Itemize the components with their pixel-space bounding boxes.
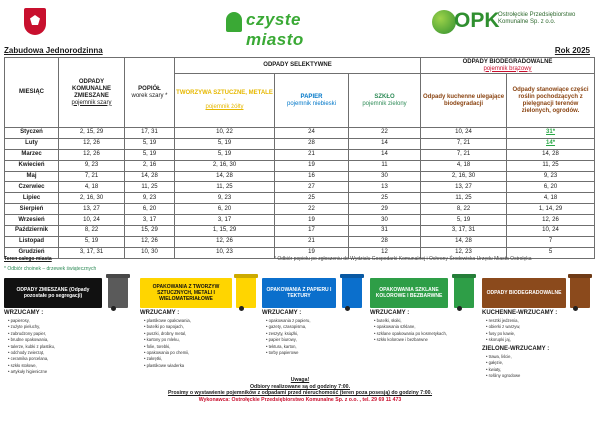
cell-mixed: 9, 23	[59, 160, 125, 171]
list-item: • odchody zwierząt,	[8, 350, 55, 356]
header-glass	[349, 74, 421, 128]
cell-ash: 5, 19	[125, 138, 175, 149]
list-item: • szkło stołowe,	[8, 363, 55, 369]
header-glass-label: SZKŁO	[374, 93, 395, 100]
header-selective: ODPADY SELEKTYWNE	[175, 58, 421, 74]
cell-month: Październik	[5, 226, 59, 237]
category-glass-head: WRZUCAMY :	[370, 310, 410, 316]
cell-paper: 19	[275, 160, 349, 171]
header-bio-label: ODPADY BIODEGRADOWALNE	[462, 58, 553, 65]
cell-mixed: 4, 18	[59, 182, 125, 193]
cell-paper: 16	[275, 171, 349, 182]
leaf-icon	[226, 12, 242, 32]
list-item: • resztki jedzenia,	[486, 318, 520, 324]
list-item: • opakowania z papieru,	[266, 318, 311, 324]
category-mixed-head: WRZUCAMY :	[4, 310, 44, 316]
cell-kitchen: 7, 21	[421, 149, 507, 160]
cell-mixed: 2, 16, 30	[59, 193, 125, 204]
title-row	[4, 46, 592, 57]
cell-glass: 14	[349, 138, 421, 149]
cell-garden: 14*	[507, 138, 595, 149]
notice-line-bins: Prosimy o wystawienie pojemników z odpadami przed nieruchomość (teren poza posesją) do godziny 7:00.	[167, 390, 433, 397]
category-bio-head: KUCHENNE-WRZUCAMY :	[482, 310, 558, 316]
cell-glass: 30	[349, 171, 421, 182]
cell-plastic: 2, 16, 30	[175, 160, 275, 171]
cell-month: Wrzesień	[5, 215, 59, 226]
cell-kitchen: 8, 22	[421, 204, 507, 215]
list-item: • skorupki jaj,	[486, 337, 520, 343]
header-ash-sub: worek szary *	[131, 92, 168, 99]
cell-month: Grudzień	[5, 247, 59, 258]
list-item: • szklane opakowania po kosmetykach,	[374, 331, 447, 337]
cell-ash: 12, 26	[125, 236, 175, 247]
cell-garden: 4, 18	[507, 193, 595, 204]
cell-plastic: 1, 15, 29	[175, 226, 275, 237]
category-plastic-list	[144, 318, 191, 369]
cell-paper: 21	[275, 149, 349, 160]
cell-paper: 24	[275, 128, 349, 139]
cell-ash: 14, 28	[125, 171, 175, 182]
table-row	[5, 128, 595, 139]
cell-garden: 12, 26	[507, 215, 595, 226]
notice-line-contractor: Wykonawca: Ostrołęckie Przedsiębiorstwo Komunalne Sp. z o.o. , tel. 29 69 11 473	[198, 396, 402, 403]
cell-plastic: 3, 17	[175, 215, 275, 226]
list-item: • gałęzie,	[486, 360, 520, 366]
header-mixed	[59, 58, 125, 128]
category-bio-green-head: ZIELONE-WRZUCAMY :	[482, 346, 550, 352]
table-row	[5, 138, 595, 149]
cell-paper: 27	[275, 182, 349, 193]
cell-ash: 10, 30	[125, 247, 175, 258]
list-item: • kwiaty,	[486, 367, 520, 373]
cell-ash: 11, 25	[125, 182, 175, 193]
cell-kitchen: 2, 16, 30	[421, 171, 507, 182]
cell-glass: 13	[349, 182, 421, 193]
cell-garden: 6, 20	[507, 182, 595, 193]
list-item: • opakowania po chemii,	[144, 350, 191, 356]
cell-month: Czerwiec	[5, 182, 59, 193]
cell-month: Sierpień	[5, 204, 59, 215]
table-row	[5, 149, 595, 160]
list-item: • plastikowe wiaderka	[144, 363, 191, 369]
cell-ash: 9, 23	[125, 193, 175, 204]
list-item: • ceramika porcelana,	[8, 356, 55, 362]
cell-kitchen: 14, 28	[421, 236, 507, 247]
list-item: • torby papierowe	[266, 350, 311, 356]
cell-kitchen: 12, 23	[421, 247, 507, 258]
yellow-bin-icon	[236, 276, 256, 308]
table-row	[5, 182, 595, 193]
cell-ash: 2, 16	[125, 160, 175, 171]
cell-kitchen: 5, 19	[421, 215, 507, 226]
cell-mixed: 3, 17, 31	[59, 247, 125, 258]
cell-kitchen: 10, 24	[421, 128, 507, 139]
cell-mixed: 2, 15, 29	[59, 128, 125, 139]
list-item: • puszki, drobny metal,	[144, 331, 191, 337]
cell-glass: 11	[349, 160, 421, 171]
header-plastic-label: TWORZYWA SZTUCZNE, METALE -	[176, 90, 273, 103]
cell-month: Lipiec	[5, 193, 59, 204]
cell-month: Marzec	[5, 149, 59, 160]
list-item: • kartony po mleku,	[144, 337, 191, 343]
cell-glass: 28	[349, 236, 421, 247]
category-paper-list	[266, 318, 311, 356]
cell-paper: 25	[275, 193, 349, 204]
header-mixed-label: ODPADY KOMUNALNE ZMIESZANE	[72, 78, 111, 99]
cell-month: Styczeń	[5, 128, 59, 139]
gray-bin-icon	[108, 276, 128, 308]
header-ash	[125, 58, 175, 128]
header-paper-label: PAPIER	[300, 93, 323, 100]
cell-garden: 1, 14, 29	[507, 204, 595, 215]
opk-circle-icon	[432, 10, 456, 34]
table-row	[5, 204, 595, 215]
cell-glass: 31	[349, 226, 421, 237]
cell-ash: 15, 29	[125, 226, 175, 237]
list-item: • talerze, kubki z plastiku,	[8, 344, 55, 350]
cell-paper: 19	[275, 215, 349, 226]
cell-mixed: 8, 22	[59, 226, 125, 237]
cell-kitchen: 11, 25	[421, 193, 507, 204]
table-row	[5, 160, 595, 171]
footnote-ash: * Odbiór popiołu po zgłoszeniu do Wydziału Gospodarki Komunalnej i Ochrony Środowiska Urzędu Miasta Ostrołęka	[274, 256, 532, 262]
cell-plastic: 5, 19	[175, 149, 275, 160]
list-item: • papier biurowy,	[266, 337, 311, 343]
cell-glass: 12	[349, 247, 421, 258]
list-item: • zabrudzony papier,	[8, 331, 55, 337]
header-paper-sub: pojemnik niebieski	[286, 100, 337, 107]
table-row	[5, 171, 595, 182]
opk-company-name: Ostrołęckie Przedsiębiorstwo Komunalne Sp. z o.o.	[498, 12, 576, 25]
logo-word: czyste miasto	[246, 10, 304, 49]
cell-garden: 9, 23	[507, 171, 595, 182]
list-item: • artykuły higieniczne	[8, 369, 55, 375]
cell-ash: 3, 17	[125, 215, 175, 226]
footnote-christmas-trees: * Odbiór choinek – drzewek świątecznych	[4, 266, 97, 272]
notice-block	[90, 377, 510, 403]
cell-ash: 5, 19	[125, 149, 175, 160]
schedule-table	[4, 57, 595, 259]
header-ash-label: POPIÓŁ	[138, 85, 161, 92]
page-title: Zabudowa Jednorodzinna	[4, 46, 103, 55]
category-bio-box: ODPADY BIODEGRADOWALNE	[482, 278, 566, 308]
cell-paper: 19	[275, 247, 349, 258]
notice-line-hours: Odbiory realizowane są od godziny 7:00.	[249, 383, 351, 390]
header-plastic	[175, 74, 275, 128]
cell-ash: 6, 20	[125, 204, 175, 215]
cell-ash: 17, 31	[125, 128, 175, 139]
list-item: • opakowania szklane,	[374, 324, 447, 330]
header-mixed-sub: pojemnik szary	[71, 99, 112, 106]
category-mixed-list	[8, 318, 55, 376]
cell-paper: 17	[275, 226, 349, 237]
cell-plastic: 9, 23	[175, 193, 275, 204]
cell-plastic: 12, 26	[175, 236, 275, 247]
header-garden: Odpady stanowiące części roślin pochodzących z pielęgnacji terenów zielonych, ogrodów.	[507, 74, 595, 128]
header-paper	[275, 74, 349, 128]
header-bio-sub: pojemnik brązowy	[483, 65, 532, 72]
year-label: Rok 2025	[554, 46, 590, 55]
cell-kitchen: 7, 21	[421, 138, 507, 149]
category-paper-head: WRZUCAMY :	[262, 310, 302, 316]
list-item: • butelki, słoiki,	[374, 318, 447, 324]
cell-mixed: 13, 27	[59, 204, 125, 215]
cell-plastic: 14, 28	[175, 171, 275, 182]
brown-bin-icon	[570, 276, 590, 308]
cell-paper: 21	[275, 236, 349, 247]
cell-garden: 11, 25	[507, 160, 595, 171]
cell-mixed: 12, 26	[59, 138, 125, 149]
blue-bin-icon	[342, 276, 362, 308]
category-glass-list	[374, 318, 447, 344]
list-item: • obierki z warzyw,	[486, 324, 520, 330]
header	[0, 0, 600, 49]
category-plastic-box: OPAKOWANIA Z TWORZYW SZTUCZNYCH, METALI I WIELOMATERIAŁOWE	[140, 278, 232, 308]
cell-kitchen: 4, 18	[421, 160, 507, 171]
header-glass-sub: pojemnik zielony	[362, 100, 407, 107]
czyste-miasto-logo	[226, 10, 336, 49]
header-month: MIESIĄC	[5, 58, 59, 128]
list-item: • zużyte pieluchy,	[8, 324, 55, 330]
category-mixed-box: ODPADY ZMIESZANE (Odpady pozostałe po segregacji)	[4, 278, 102, 308]
cell-plastic: 10, 22	[175, 128, 275, 139]
footnote-row	[4, 256, 594, 264]
city-crest-icon	[24, 8, 46, 35]
table-row	[5, 236, 595, 247]
table-row	[5, 226, 595, 237]
cell-garden: 5	[507, 247, 595, 258]
schedule-body	[5, 128, 595, 259]
cell-mixed: 5, 19	[59, 236, 125, 247]
list-item: • plastikowe opakowania,	[144, 318, 191, 324]
cell-mixed: 12, 26	[59, 149, 125, 160]
cell-paper: 22	[275, 204, 349, 215]
cell-paper: 28	[275, 138, 349, 149]
header-bio	[421, 58, 595, 74]
footnote-city: Teren całego miasta	[4, 256, 52, 262]
cell-glass: 29	[349, 204, 421, 215]
list-item: • gazety, czasopisma,	[266, 324, 311, 330]
list-item: • zeszyty, książki,	[266, 331, 311, 337]
category-plastic-head: WRZUCAMY :	[140, 310, 180, 316]
cell-plastic: 10, 23	[175, 247, 275, 258]
cell-glass: 30	[349, 215, 421, 226]
cell-kitchen: 3, 17, 31	[421, 226, 507, 237]
cell-month: Kwiecień	[5, 160, 59, 171]
list-item: • papierosy,	[8, 318, 55, 324]
list-item: • folie, torebki,	[144, 344, 191, 350]
cell-kitchen: 13, 27	[421, 182, 507, 193]
cell-glass: 14	[349, 149, 421, 160]
opk-logo	[432, 10, 582, 38]
cell-plastic: 11, 25	[175, 182, 275, 193]
cell-glass: 25	[349, 193, 421, 204]
header-plastic-sub: pojemnik żółty	[205, 104, 244, 110]
cell-plastic: 5, 19	[175, 138, 275, 149]
cell-mixed: 10, 24	[59, 215, 125, 226]
category-bio-green-list	[486, 354, 520, 380]
cell-glass: 22	[349, 128, 421, 139]
list-item: • zakrętki,	[144, 356, 191, 362]
category-paper-box: OPAKOWANIA Z PAPIERU I TEKTURY	[262, 278, 336, 308]
cell-garden: 7	[507, 236, 595, 247]
list-item: • trawa, liście,	[486, 354, 520, 360]
categories-section	[4, 274, 596, 424]
cell-garden: 31*	[507, 128, 595, 139]
green-bin-icon	[454, 276, 474, 308]
cell-month: Listopad	[5, 236, 59, 247]
list-item: • szkło kolorowe i bezbarwne	[374, 337, 447, 343]
header-kitchen: Odpady kuchenne ulegające biodegradacji	[421, 74, 507, 128]
cell-mixed: 7, 21	[59, 171, 125, 182]
category-glass-box: OPAKOWANIA SZKLANE KOLOROWE I BEZBARWNE	[370, 278, 448, 308]
cell-plastic: 6, 20	[175, 204, 275, 215]
list-item: • rośliny ogrodowe	[486, 373, 520, 379]
cell-garden: 14, 28	[507, 149, 595, 160]
notice-title: Uwaga!	[290, 377, 310, 383]
list-item: • brudne opakowania,	[8, 337, 55, 343]
opk-letters: OPK	[454, 9, 500, 32]
cell-month: Luty	[5, 138, 59, 149]
table-row	[5, 215, 595, 226]
table-row	[5, 193, 595, 204]
cell-month: Maj	[5, 171, 59, 182]
list-item: • butelki po napojach,	[144, 324, 191, 330]
cell-garden: 10, 24	[507, 226, 595, 237]
category-bio-list	[486, 318, 520, 344]
list-item: • fusy po kawie,	[486, 331, 520, 337]
list-item: • tektura, karton,	[266, 344, 311, 350]
